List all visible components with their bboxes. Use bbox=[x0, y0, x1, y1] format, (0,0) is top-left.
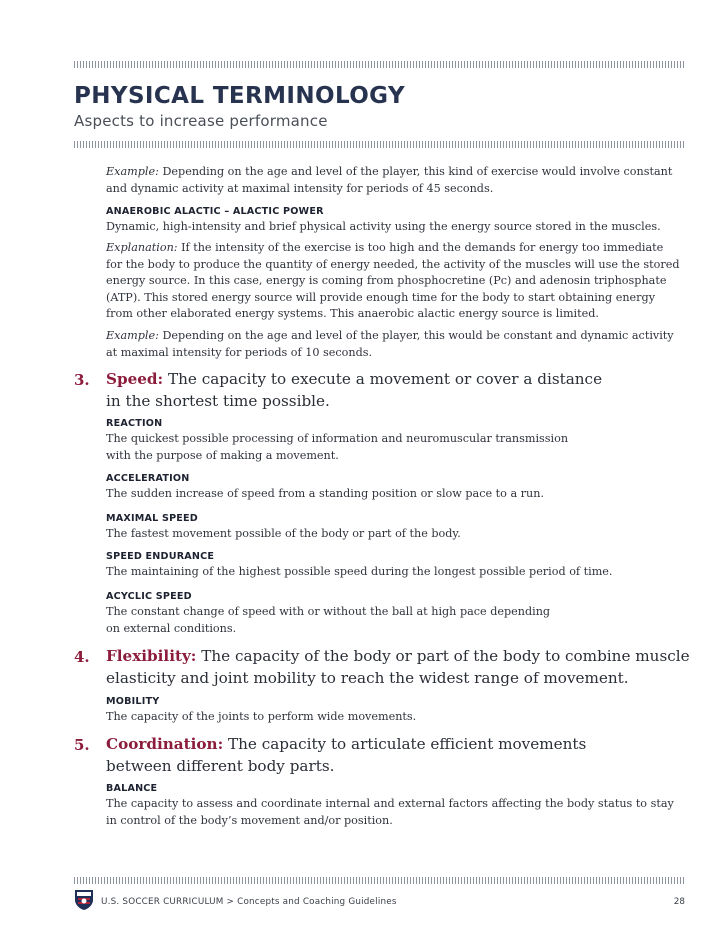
intro-example-line: and dynamic activity at maximal intensity for periods of 45 seconds. bbox=[106, 181, 494, 195]
sub-text-line: The capacity to assess and coordinate internal and external factors affecting the body status to stay bbox=[106, 797, 674, 810]
item-description: The capacity to articulate efficient movements bbox=[223, 735, 587, 753]
item-heading-line bbox=[106, 734, 716, 756]
top-divider bbox=[74, 61, 686, 68]
item-description: The capacity of the body or part of the body to combine muscle bbox=[196, 647, 690, 665]
explanation-line bbox=[106, 240, 690, 257]
item-heading-line bbox=[106, 646, 716, 668]
sub-heading-acyclic-speed: ACYCLIC SPEED bbox=[106, 591, 192, 602]
item-heading-line bbox=[106, 369, 716, 391]
item-flexibility-heading bbox=[106, 646, 716, 689]
item-term: Flexibility: bbox=[106, 647, 197, 665]
sub-heading-balance: BALANCE bbox=[106, 783, 158, 794]
explanation-line: (ATP). This stored energy source will provide enough time for the body to start obtaining energy bbox=[106, 290, 656, 304]
sub-text-speed-endurance: The maintaining of the highest possible speed during the longest possible period of time. bbox=[106, 565, 613, 578]
example-paragraph bbox=[106, 328, 690, 361]
footer-divider bbox=[74, 877, 686, 884]
sub-heading-reaction: REACTION bbox=[106, 418, 163, 429]
example-label: Example: bbox=[106, 329, 159, 342]
example-label: Example: bbox=[106, 165, 159, 178]
item-coordination-heading bbox=[106, 734, 716, 777]
sub-heading-maximal-speed: MAXIMAL SPEED bbox=[106, 513, 198, 524]
item-number: 3. bbox=[74, 371, 90, 389]
explanation-text: If the intensity of the exercise is too high and the demands for energy too immediate bbox=[177, 241, 664, 254]
sub-text-line: in control of the body’s movement and/or position. bbox=[106, 813, 393, 827]
item-number: 4. bbox=[74, 648, 90, 666]
example-text: Depending on the age and level of the player, this kind of exercise would involve constant bbox=[158, 165, 673, 178]
item-heading-line: between different body parts. bbox=[106, 756, 335, 775]
intro-example-line bbox=[106, 164, 690, 181]
anaerobic-text: Dynamic, high-intensity and brief physical activity using the energy source stored in the muscles. bbox=[106, 220, 661, 233]
item-speed-heading bbox=[106, 369, 716, 412]
sub-text-balance bbox=[106, 796, 690, 829]
explanation-paragraph bbox=[106, 240, 690, 323]
sub-text-line: The quickest possible processing of information and neuromuscular transmission bbox=[106, 432, 569, 445]
explanation-line: for the body to produce the quantity of energy needed, the activity of the muscles will use the stored bbox=[106, 257, 680, 271]
page-title: PHYSICAL TERMINOLOGY bbox=[74, 83, 405, 109]
sub-text-acyclic-speed bbox=[106, 604, 690, 637]
example-line bbox=[106, 328, 690, 345]
anaerobic-heading: ANAEROBIC ALACTIC – ALACTIC POWER bbox=[106, 206, 324, 217]
item-term: Speed: bbox=[106, 370, 164, 388]
example-line: at maximal intensity for periods of 10 seconds. bbox=[106, 345, 373, 359]
sub-heading-mobility: MOBILITY bbox=[106, 696, 160, 707]
header-divider bbox=[74, 141, 686, 148]
sub-text-reaction bbox=[106, 431, 690, 464]
item-number: 5. bbox=[74, 736, 90, 754]
example-text: Depending on the age and level of the player, this would be constant and dynamic activity bbox=[158, 329, 674, 342]
sub-heading-speed-endurance: SPEED ENDURANCE bbox=[106, 551, 215, 562]
sub-text-maximal-speed: The fastest movement possible of the body or part of the body. bbox=[106, 527, 461, 540]
sub-text-line: with the purpose of making a movement. bbox=[106, 448, 339, 462]
sub-text-mobility: The capacity of the joints to perform wide movements. bbox=[106, 710, 417, 723]
explanation-label: Explanation: bbox=[106, 241, 178, 254]
page-subtitle: Aspects to increase performance bbox=[74, 112, 328, 130]
intro-example bbox=[106, 164, 690, 197]
explanation-line: from other elaborated energy systems. This anaerobic alactic energy source is limited. bbox=[106, 307, 599, 321]
us-soccer-crest-icon bbox=[74, 889, 94, 911]
item-heading-line: elasticity and joint mobility to reach the widest range of movement. bbox=[106, 668, 629, 687]
explanation-line: energy source. In this case, energy is coming from phosphocretine (Pc) and adenosin triphosphate bbox=[106, 274, 667, 288]
footer-text: U.S. SOCCER CURRICULUM > Concepts and Coaching Guidelines bbox=[101, 897, 397, 907]
item-description: The capacity to execute a movement or cover a distance bbox=[163, 370, 603, 388]
sub-text-acceleration: The sudden increase of speed from a standing position or slow pace to a run. bbox=[106, 487, 545, 500]
sub-text-line: The constant change of speed with or without the ball at high pace depending bbox=[106, 605, 551, 618]
item-term: Coordination: bbox=[106, 735, 224, 753]
sub-heading-acceleration: ACCELERATION bbox=[106, 473, 190, 484]
sub-text-line: on external conditions. bbox=[106, 621, 237, 635]
item-heading-line: in the shortest time possible. bbox=[106, 391, 330, 410]
page-number: 28 bbox=[673, 897, 685, 907]
